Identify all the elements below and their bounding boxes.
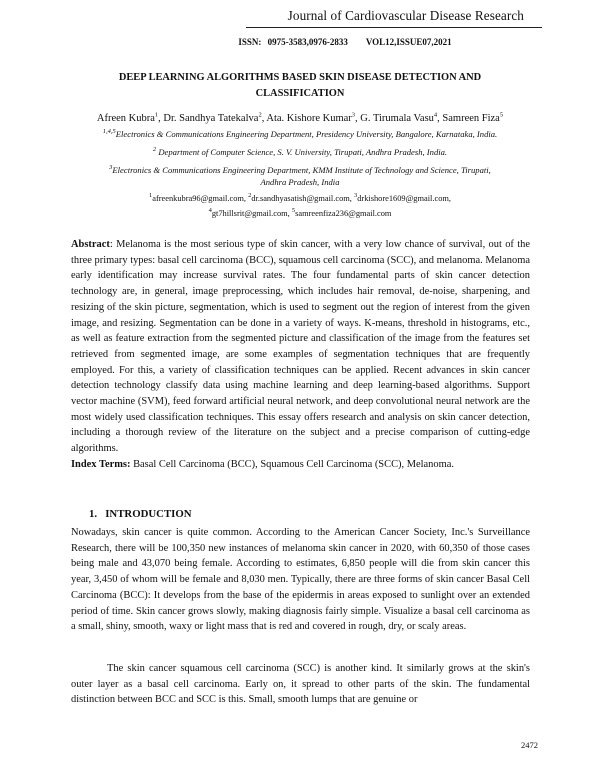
email-2[interactable]: dr.sandhyasatish@gmail.com, (251, 194, 352, 203)
introduction-paragraph-2: The skin cancer squamous cell carcinoma (SCC) is another kind. It similarly grows at the skin's outer layer as a basal cell carcinoma. Early on, it spread to other parts of the skin. The fundamental distinction between BCC and SCC is this. Small, smooth lumps that are genuine or (71, 663, 530, 706)
journal-title: Journal of Cardiovascular Disease Research (287, 8, 524, 23)
affiliation-text: Department of Computer Science, S. V. University, Tirupati, Andhra Pradesh, India. (158, 147, 448, 157)
affiliation-text: Electronics & Communications Engineering Department, Presidency University, Bangalore, Karnataka, India. (115, 129, 498, 139)
paper-title (60, 70, 540, 102)
introduction-paragraph-1: Nowadays, skin cancer is quite common. According to the American Cancer Society, Inc.'s Surveillance Research, there will be 100,350 new instances of melanoma skin cancer in 2020, with 60,350 of those cases being male and 43,070 being female. According to estimates, 6,850 people will die from skin cancer this year, 3,450 of whom will be female and 8,030 men. Typically, there are three forms of skin cancer Basal Cell Carcinoma (BCC): It develops from the base of the epidermis in areas exposed to sunlight over an extended period of time. Skin cancer grows slowly, making diagnosis fairly simple. Visualize a basal cell carcinoma as a small, shiny, smooth, waxy or light mass that is red and covered in rough, dry, or scaly areas. (71, 527, 530, 633)
author-mark: 5 (499, 111, 504, 119)
author-mark: 1 (154, 111, 159, 119)
email-mark: 3 (353, 192, 358, 200)
email-block (40, 191, 560, 221)
issn-line (0, 37, 600, 47)
author-name: Samreen Fiza (442, 113, 500, 124)
author-name: G. Tirumala Vasu (360, 113, 434, 124)
abstract-text: : Melanoma is the most serious type of skin cancer, with a very low chance of survival, out of the three primary types: basal cell carcinoma (BCC), squamous cell carcinoma (SCC), and melanoma. Melanoma early identification may increase survival rates. The four fundamental parts of skin cancer detection technology are, in general, image preprocessing, which includes hair removal, de-noise, sharpening, and resizing of the skin picture, segmentation, which is used to segment out the region of interest from the given image, and resizing. Segmentation can be done in a variety of ways. K-means, threshold in histograms, etc., as well as feature extraction from the segmented picture and classification of the image from the features set retrieved from segmented image, are some examples of segmentation techniques that are frequently employed. For this, a variety of classification techniques can be applied. Recent advances in skin cancer detection technology classify data using machine learning and deep learning-based algorithms. Support vector machine (SVM), feed forward artificial neural network, and deep convolutional neural network are the most widely used classification techniques. This essay offers research and analysis on skin cancer detection, including a thorough review of the literature on the subject and a precise comparison of cutting-edge algorithms. (71, 239, 530, 455)
author-mark: 3 (351, 111, 356, 119)
author-name: Dr. Sandhya Tatekalva (163, 113, 259, 124)
paper-title-line-2: CLASSIFICATION (255, 88, 345, 99)
author-name: Ata. Kishore Kumar (266, 113, 352, 124)
abstract-label: Abstract (71, 239, 110, 250)
email-mark: 4 (208, 207, 212, 215)
email-3[interactable]: drkishore1609@gmail.com, (357, 194, 451, 203)
email-5[interactable]: samreenfiza236@gmail.com (295, 209, 392, 218)
issn-text: ISSN: 0975-3583,0976-2833 (238, 37, 348, 47)
affiliation-1 (40, 128, 560, 140)
email-1[interactable]: afreenkubra96@gmail.com, (152, 194, 246, 203)
index-terms (71, 457, 530, 473)
email-mark: 2 (248, 192, 252, 200)
paper-title-line-1: DEEP LEARNING ALGORITHMS BASED SKIN DISEASE DETECTION AND (118, 72, 482, 83)
author-name: Afreen Kubra (96, 113, 155, 124)
abstract (71, 237, 530, 473)
affiliation-mark: 3 (109, 164, 113, 172)
author-mark: 2 (258, 111, 262, 119)
section-heading-introduction: 1. INTRODUCTION (89, 508, 192, 520)
affiliation-2 (40, 146, 560, 158)
email-mark: 5 (291, 207, 296, 215)
email-mark: 1 (148, 192, 153, 200)
index-terms-label: Index Terms: (71, 458, 131, 470)
author-mark: 4 (433, 111, 438, 119)
affiliation-text-line-2: Andhra Pradesh, India (260, 177, 340, 187)
header-rule (246, 27, 542, 28)
volume-text: VOL12,ISSUE07,2021 (365, 37, 452, 47)
affiliation-text: Electronics & Communications Engineering Department, KMM Institute of Technology and Science, Tirupati, (112, 165, 491, 175)
index-terms-text: Basal Cell Carcinoma (BCC), Squamous Cell Carcinoma (SCC), Melanoma. (130, 458, 454, 470)
affiliation-mark: 1,4,5 (102, 128, 116, 136)
email-4[interactable]: gt7hillsrit@gmail.com, (211, 209, 290, 218)
affiliation-3 (40, 164, 560, 188)
page-number: 2472 (521, 740, 538, 750)
affiliation-mark: 2 (152, 146, 157, 154)
author-list: Afreen Kubra$^1$, Dr. Sandhya Tatekalva$^2$, Ata. Kishore Kumar$^3$, G. Tirumala Vasu$^4$, Samreen Fiza$^5$ (96, 111, 504, 124)
